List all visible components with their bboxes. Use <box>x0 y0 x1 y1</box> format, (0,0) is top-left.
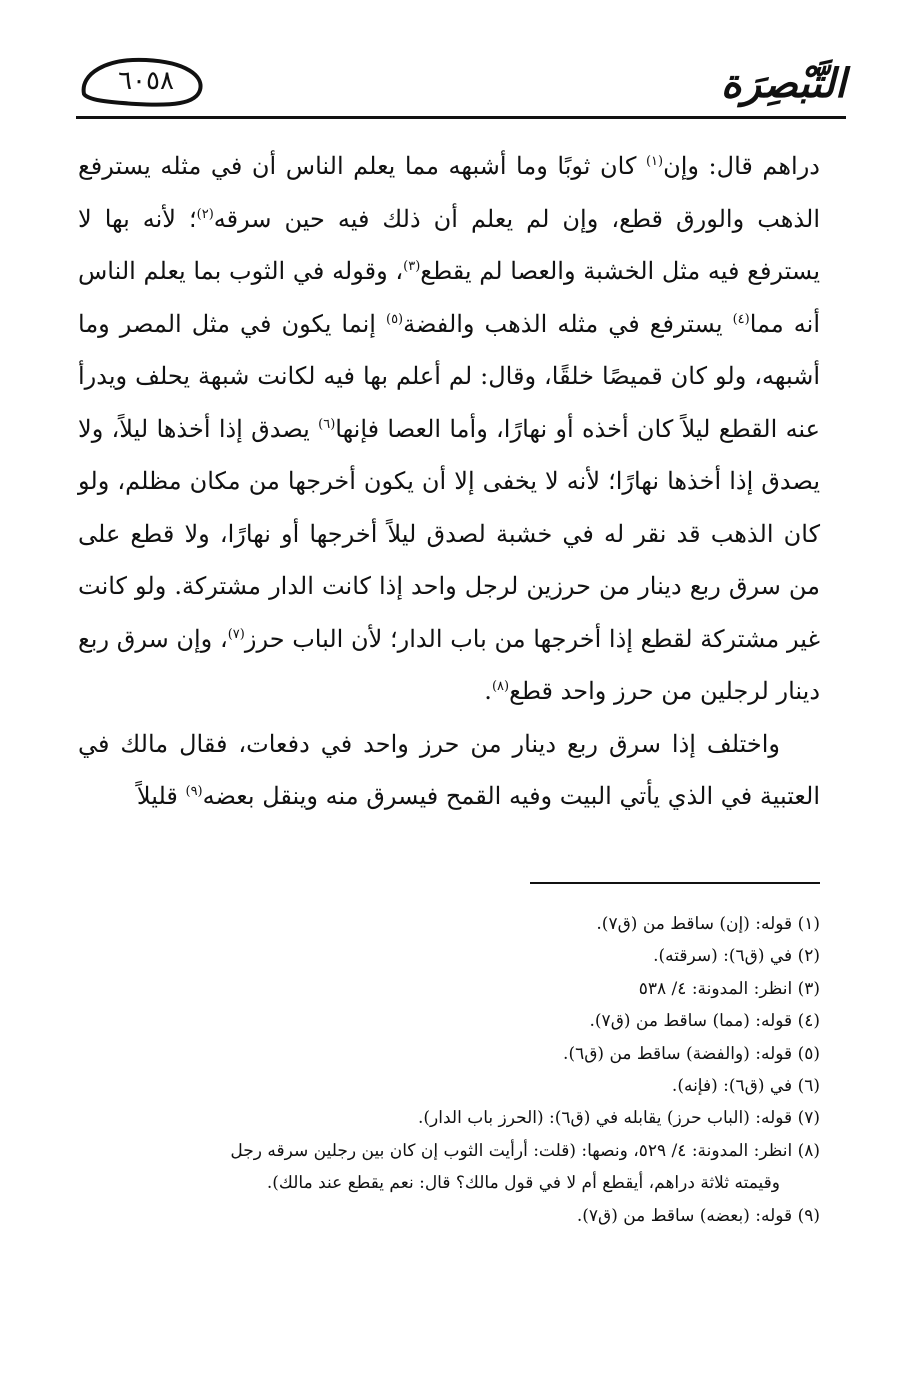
text-segment: واختلف إذا سرق ربع دينار من حرز واحد في دفعات، فقال مالك في العتبية في الذي يأتي البيت وفيه القمح فيسرق منه وينقل بعضه <box>78 729 820 810</box>
text-segment: دراهم قال: وإن <box>663 152 820 180</box>
footnote-ref[interactable]: (٩) <box>185 784 203 799</box>
text-segment: يصدق إذا أخذها ليلاً، ولا يصدق إذا أخذها نهارًا؛ لأنه لا يخفى إلا أن يكون أخرجها من مكان مظلم، ولو كان الذهب قد نقر له في خشبة لصدق ليلاً أخرجها أو نهارًا، ولا قطع على من سرق ربع دينار من حرزين لرجل واحد إذا كانت الدار مشتركة. ولو كانت غير مشتركة لقطع إذا أخرجها من باب الدار؛ لأن الباب حرز <box>78 414 821 653</box>
text-segment: . <box>484 677 492 705</box>
main-text <box>78 140 820 823</box>
page-number-frame <box>76 54 206 108</box>
footnote-ref[interactable]: (٣) <box>403 259 421 274</box>
footnote-text: (٨) انظر: المدونة: ٤/ ٥٢٩، ونصها: (قلت: أرأيت الثوب إن كان بين رجلين سرقه رجل <box>230 1140 820 1161</box>
text-segment: يسترفع في مثله الذهب والفضة <box>403 309 733 338</box>
page-number: ٦٠٥٨ <box>118 66 174 96</box>
text-segment: ، وقوله في الثوب بما يعلم الناس أنه مما <box>78 257 821 338</box>
footnote-ref[interactable]: (١) <box>645 154 664 169</box>
header-divider <box>76 116 846 119</box>
footnote-item: (٦) في (ق٦): (فإنه). <box>671 1076 820 1097</box>
footnote-item: (٤) قوله: (مما) ساقط من (ق٧). <box>589 1011 820 1032</box>
footnote-item: (١) قوله: (إن) ساقط من (ق٧). <box>596 914 820 934</box>
text-segment: إنما يكون في مثل المصر وما أشبهه، ولو كان قميصًا خلقًا، وقال: لم أعلم بها فيه لكانت شبهة يحلف ويدرأ عنه القطع ليلاً كان أخذه أو نهارًا، وأما العصا فإنها <box>78 309 820 443</box>
text-segment: ، وإن سرق ربع دينار لرجلين من حرز واحد قطع <box>78 624 820 705</box>
footnote-continuation: وقيمته ثلاثة دراهم، أيقطع أم لا في قول مالك؟ قال: نعم يقطع عند مالك). <box>266 1173 780 1194</box>
page-header <box>76 50 846 122</box>
footnote-ref[interactable]: (٦) <box>318 416 336 432</box>
footnote-item: (٥) قوله: (والفضة) ساقط من (ق٦). <box>563 1043 820 1064</box>
text-segment: ؛ لأنه بها لا يسترفع فيه مثل الخشبة والعصا لم يقطع <box>78 204 820 285</box>
footnote-item-8 <box>78 1135 820 1200</box>
paragraph-1 <box>78 140 820 718</box>
book-title: التَّبْصِرَة <box>720 60 846 107</box>
footnote-ref[interactable]: (٢) <box>196 206 214 222</box>
paragraph-2 <box>78 718 820 823</box>
footnote-separator <box>530 882 820 884</box>
footnote-ref[interactable]: (٧) <box>227 626 245 642</box>
footnote-item: (٩) قوله: (بعضه) ساقط من (ق٧). <box>576 1205 820 1226</box>
text-segment: كان ثوبًا وما أشبهه مما يعلم الناس أن في مثله يسترفع الذهب والورق قطع، وإن لم يعلم أن ذلك فيه حين سرقه <box>78 152 821 233</box>
footnote-item: (٣) انظر: المدونة: ٤/ ٥٣٨ <box>638 978 820 999</box>
text-segment: قليلاً <box>136 782 186 810</box>
footnote-ref[interactable]: (٨) <box>491 679 510 694</box>
footnote-ref[interactable]: (٥) <box>385 311 404 327</box>
footnotes-list <box>78 908 820 1232</box>
footnote-ref[interactable]: (٤) <box>732 311 750 327</box>
footnote-item: (٧) قوله: (الباب حرز) يقابله في (ق٦): (الحرز باب الدار). <box>418 1108 820 1129</box>
footnote-item: (٢) في (ق٦): (سرقته). <box>653 946 820 967</box>
